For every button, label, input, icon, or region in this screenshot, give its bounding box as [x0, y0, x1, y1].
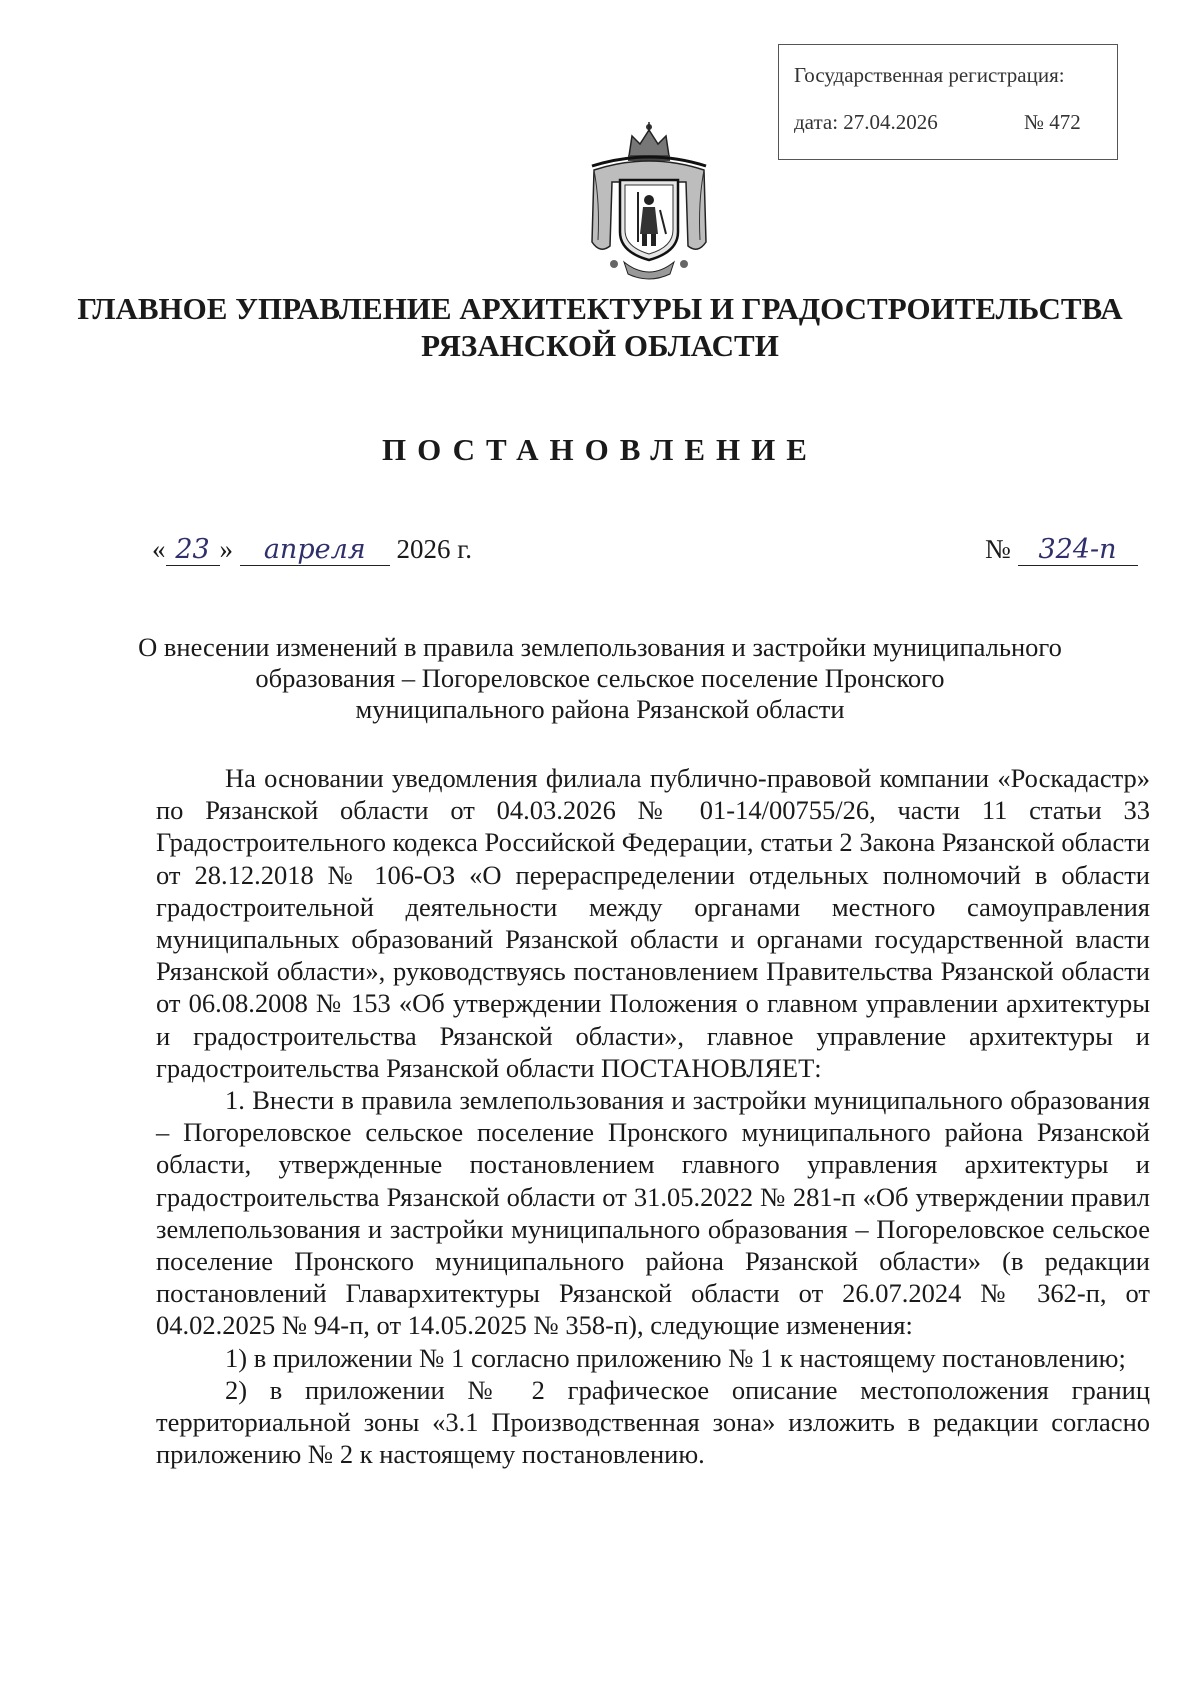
sub-item-1-paragraph: 1) в приложении № 1 согласно приложению № 1 к настоящему постановлению;: [225, 1342, 1126, 1373]
date-month: апреля: [240, 534, 390, 566]
subject-line-1: О внесении изменений в правила землепользования и застройки муниципального: [138, 632, 1062, 662]
registration-stamp: [778, 44, 1118, 160]
date-quote-close: »: [219, 534, 233, 564]
number-value: 324-п: [1018, 534, 1138, 566]
org-line-2: РЯЗАНСКОЙ ОБЛАСТИ: [421, 328, 779, 363]
organization-name: [0, 290, 1200, 364]
registration-title: Государственная регистрация:: [794, 63, 1065, 87]
sub-item-2-paragraph: 2) в приложении № 2 графическое описание местоположения границ территориальной зоны «3.1 Производственная зона» изложить в редакции согласно приложению № 2 к настоящему постановлению.: [156, 1374, 1150, 1470]
document-date: [152, 534, 472, 566]
item-1-paragraph: 1. Внести в правила землепользования и застройки муниципального образования – Погореловское сельское поселение Пронского муниципального района Рязанской области, утвержденные постановлением главного управления архитектуры и градостроительства Рязанской области от 31.05.2022 № 281-п «Об утверждении правил землепользования и застройки муниципального образования – Погореловское сельское поселение Пронского муниципального района Рязанской области» (в редакции постановлений Главархитектуры Рязанской области от 26.07.2024 № 362-п, от 04.02.2025 № 94-п, от 14.05.2025 № 358-п), следующие изменения:: [156, 1085, 1150, 1341]
document-type: ПОСТАНОВЛЕНИЕ: [382, 432, 818, 467]
document-subject: [0, 632, 1200, 725]
coat-of-arms-icon: [580, 122, 718, 284]
registration-number: № 472: [1024, 110, 1081, 134]
document-body: [156, 762, 1150, 1470]
subject-line-3: муниципального района Рязанской области: [355, 694, 845, 724]
date-year: 2026 г.: [396, 534, 473, 564]
preamble-paragraph: На основании уведомления филиала публично-правовой компании «Роскадастр» по Рязанской области от 04.03.2026 № 01-14/00755/26, части 11 статьи 33 Градостроительного кодекса Российской Федерации, статьи 2 Закона Рязанской области от 28.12.2018 № 106-ОЗ «О перераспределении отдельных полномочий в области градостроительной деятельности между органами местного самоуправления муниципальных образований Рязанской области и органами государственной власти Рязанской области», руководствуясь постановлением Правительства Рязанской области от 06.08.2008 № 153 «Об утверждении Положения о главном управлении архитектуры и градостроительства Рязанской области», главное управление архитектуры и градостроительства Рязанской области ПОСТАНОВЛЯЕТ:: [156, 763, 1150, 1083]
subject-line-2: образования – Погореловское сельское поселение Пронского: [255, 663, 945, 693]
number-label: №: [985, 534, 1011, 564]
registration-date: дата: 27.04.2026: [794, 110, 938, 134]
org-line-1: ГЛАВНОЕ УПРАВЛЕНИЕ АРХИТЕКТУРЫ И ГРАДОСТРОИТЕЛЬСТВА: [77, 291, 1123, 326]
date-day: 23: [166, 534, 220, 566]
document-number: [985, 534, 1138, 566]
date-quote-open: «: [152, 534, 166, 564]
